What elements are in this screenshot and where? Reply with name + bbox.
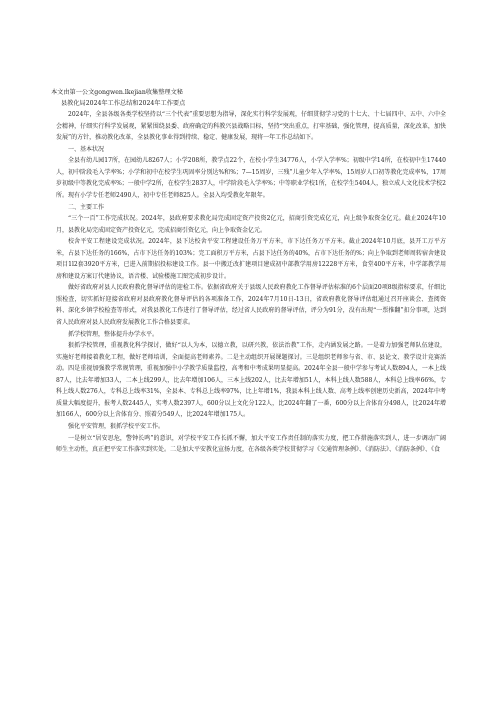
paragraph-safety: 一是树立“居安思危，警钟长鸣”的意识，对学校平安工作长抓不懈，加大平安工作责任制的落实力度，把工作措施落实到人，进一步调动广阔师生主动性，真正把平安工作落实到实处。二是加大平安教化宣扬力度，在各级各类学校贯彻学习《交通管理条例》、《消防法》、《消防条例》、《食	[56, 434, 446, 454]
paragraph-three-hundreds: “三个一百”工作完成状况。2024年，县政府要求教化局完成固定资产投资2亿元，招商引资完成亿元，向上级争取资金亿元。截止2024年10月，县教化局完成固定资产投资亿元，完成招商引资亿元，向上争取资金亿元。	[56, 215, 446, 234]
section-heading-basic: 一、基本状况	[68, 145, 105, 153]
paragraph-management: 狠抓学校管理，重视教化科学探讨，做好“以人为本，以德立教，以研兴教，依法治教”工作，走内涵发展之路。一是着力加强老师队伍建设，实施好老师接着教化工程，做好老师培训，全面提高老师素养。二是主动组织开展课题探讨。三是组织老师参与省、市、县论文、教学设计竞赛活动。四是重视加强教学常规管理，重视加强中小学教学质量监控，高考和中考成果明显提高。2024年全县一般中学参与考试人数894人，一本上线87人，比去年增加33人，二本上线299人，比去年增加106人，三本上线202人，比去年增加51人，本科上线人数588人，本科总上线率66%，专科上线人数276人，专科总上线率31%，全县本、专科总上线率97%，比上年增1%，我县本科上线人数、高考上线率创建历史新高，2024年中考质量大幅度提升，报考人数2445人，实考人数2397人，600分以上文化分122人，比2024年翻了一番，600分以上含体育分498人，比2024年增加166人，600分以上含体育分、照着分549人，比2024年增加175人。	[56, 342, 446, 419]
paragraph-safety-heading: 强化平安管理，狠抓学校平安工作。	[68, 422, 165, 430]
paragraph-intro: 2024年，全县各级各类学校坚持以“三个代表”重要思想为指导，深化实行科学发展观，仔细贯彻学习党的十七大、十七届四中、五中、六中全会精神，仔细实行科学发展观，紧紧围绕县委、政府确定的科教兴县战略目标，坚持“突出重点，打牢基础，强化管理，提高质量，深化改革，加快发展”的方针，推动教化改革，全县教化事业得到持续、稳定、健康发展，现将一年工作总结如下。	[56, 111, 446, 142]
document-title: 县教化局2024年工作总结和2024年工作要点	[61, 99, 186, 107]
paragraph-management-heading: 抓学校管理，整体提升办学水平。	[68, 330, 159, 338]
paragraph-inspection: 做好省政府对县人民政府教化督导评估的迎检工作。依据省政府关于县级人民政府教化工作督导评估标准的6个层面20项8级指标要求，仔细比照检查，切实抓好迎接省政府对县政府教化督导评估的各项准备工作，2024年7月10日-13日，省政府教化督导评估组通过召开座谈会、查阅资料、深化乡镇学校检查等形式，对我县教化工作进行了督导评估，经过省人民政府的督导评估，评分为91分，没有出现“一票推翻”扣分事项，达到省人民政府对县人民政府发展教化工作合格县要求。	[56, 284, 446, 327]
paragraph-school-safety-project: 校舍平安工程建设完成状况。2024年，县下达校舍平安工程建设任务万平方米，市下达任务万平方米。截止2024年10月底，县开工万平方米，占县下达任务的166%，占市下达任务的103%；完工面积万平方米，占县下达任务的40%，占市下达任务的%；向上争取到老师周转宿舍建设项目1l2套3920平方米，已进入前期招投标建设工作。县一中搬迁改扩建项目建成初中部教学用房12228平方米，食堂400平方米，中学部教学用房和建设方案订代建协议，语音楼、试验楼施工图完成初步设计。	[56, 238, 446, 280]
paragraph-basic-status: 全县有幼儿园17所，在园幼儿8267人；小学208所，教学点22个，在校小学生34776人，小学入学率%；初级中学14所，在校初中生17440人，初中阶段毛入学率%；小学和初中在校学生巩固率分别达%和%；7—15周岁，三残”儿童少年入学率%，15周岁人口初等教化完成率%，17周岁初级中等教化完成率%；一般中学2所，在校学生2837人，中学阶段毛入学率%；中等职业学校1所，在校学生5404人，独立成人文化技术学校2所。现有小学专任老师2490人，初中专任老师825人。全县入均受教化年限年。	[56, 157, 446, 200]
section-heading-main-work: 二、主要工作	[68, 203, 105, 211]
document-header-note: 本文由第一公文gongwen.lkejian收集整理文秘	[51, 89, 183, 96]
